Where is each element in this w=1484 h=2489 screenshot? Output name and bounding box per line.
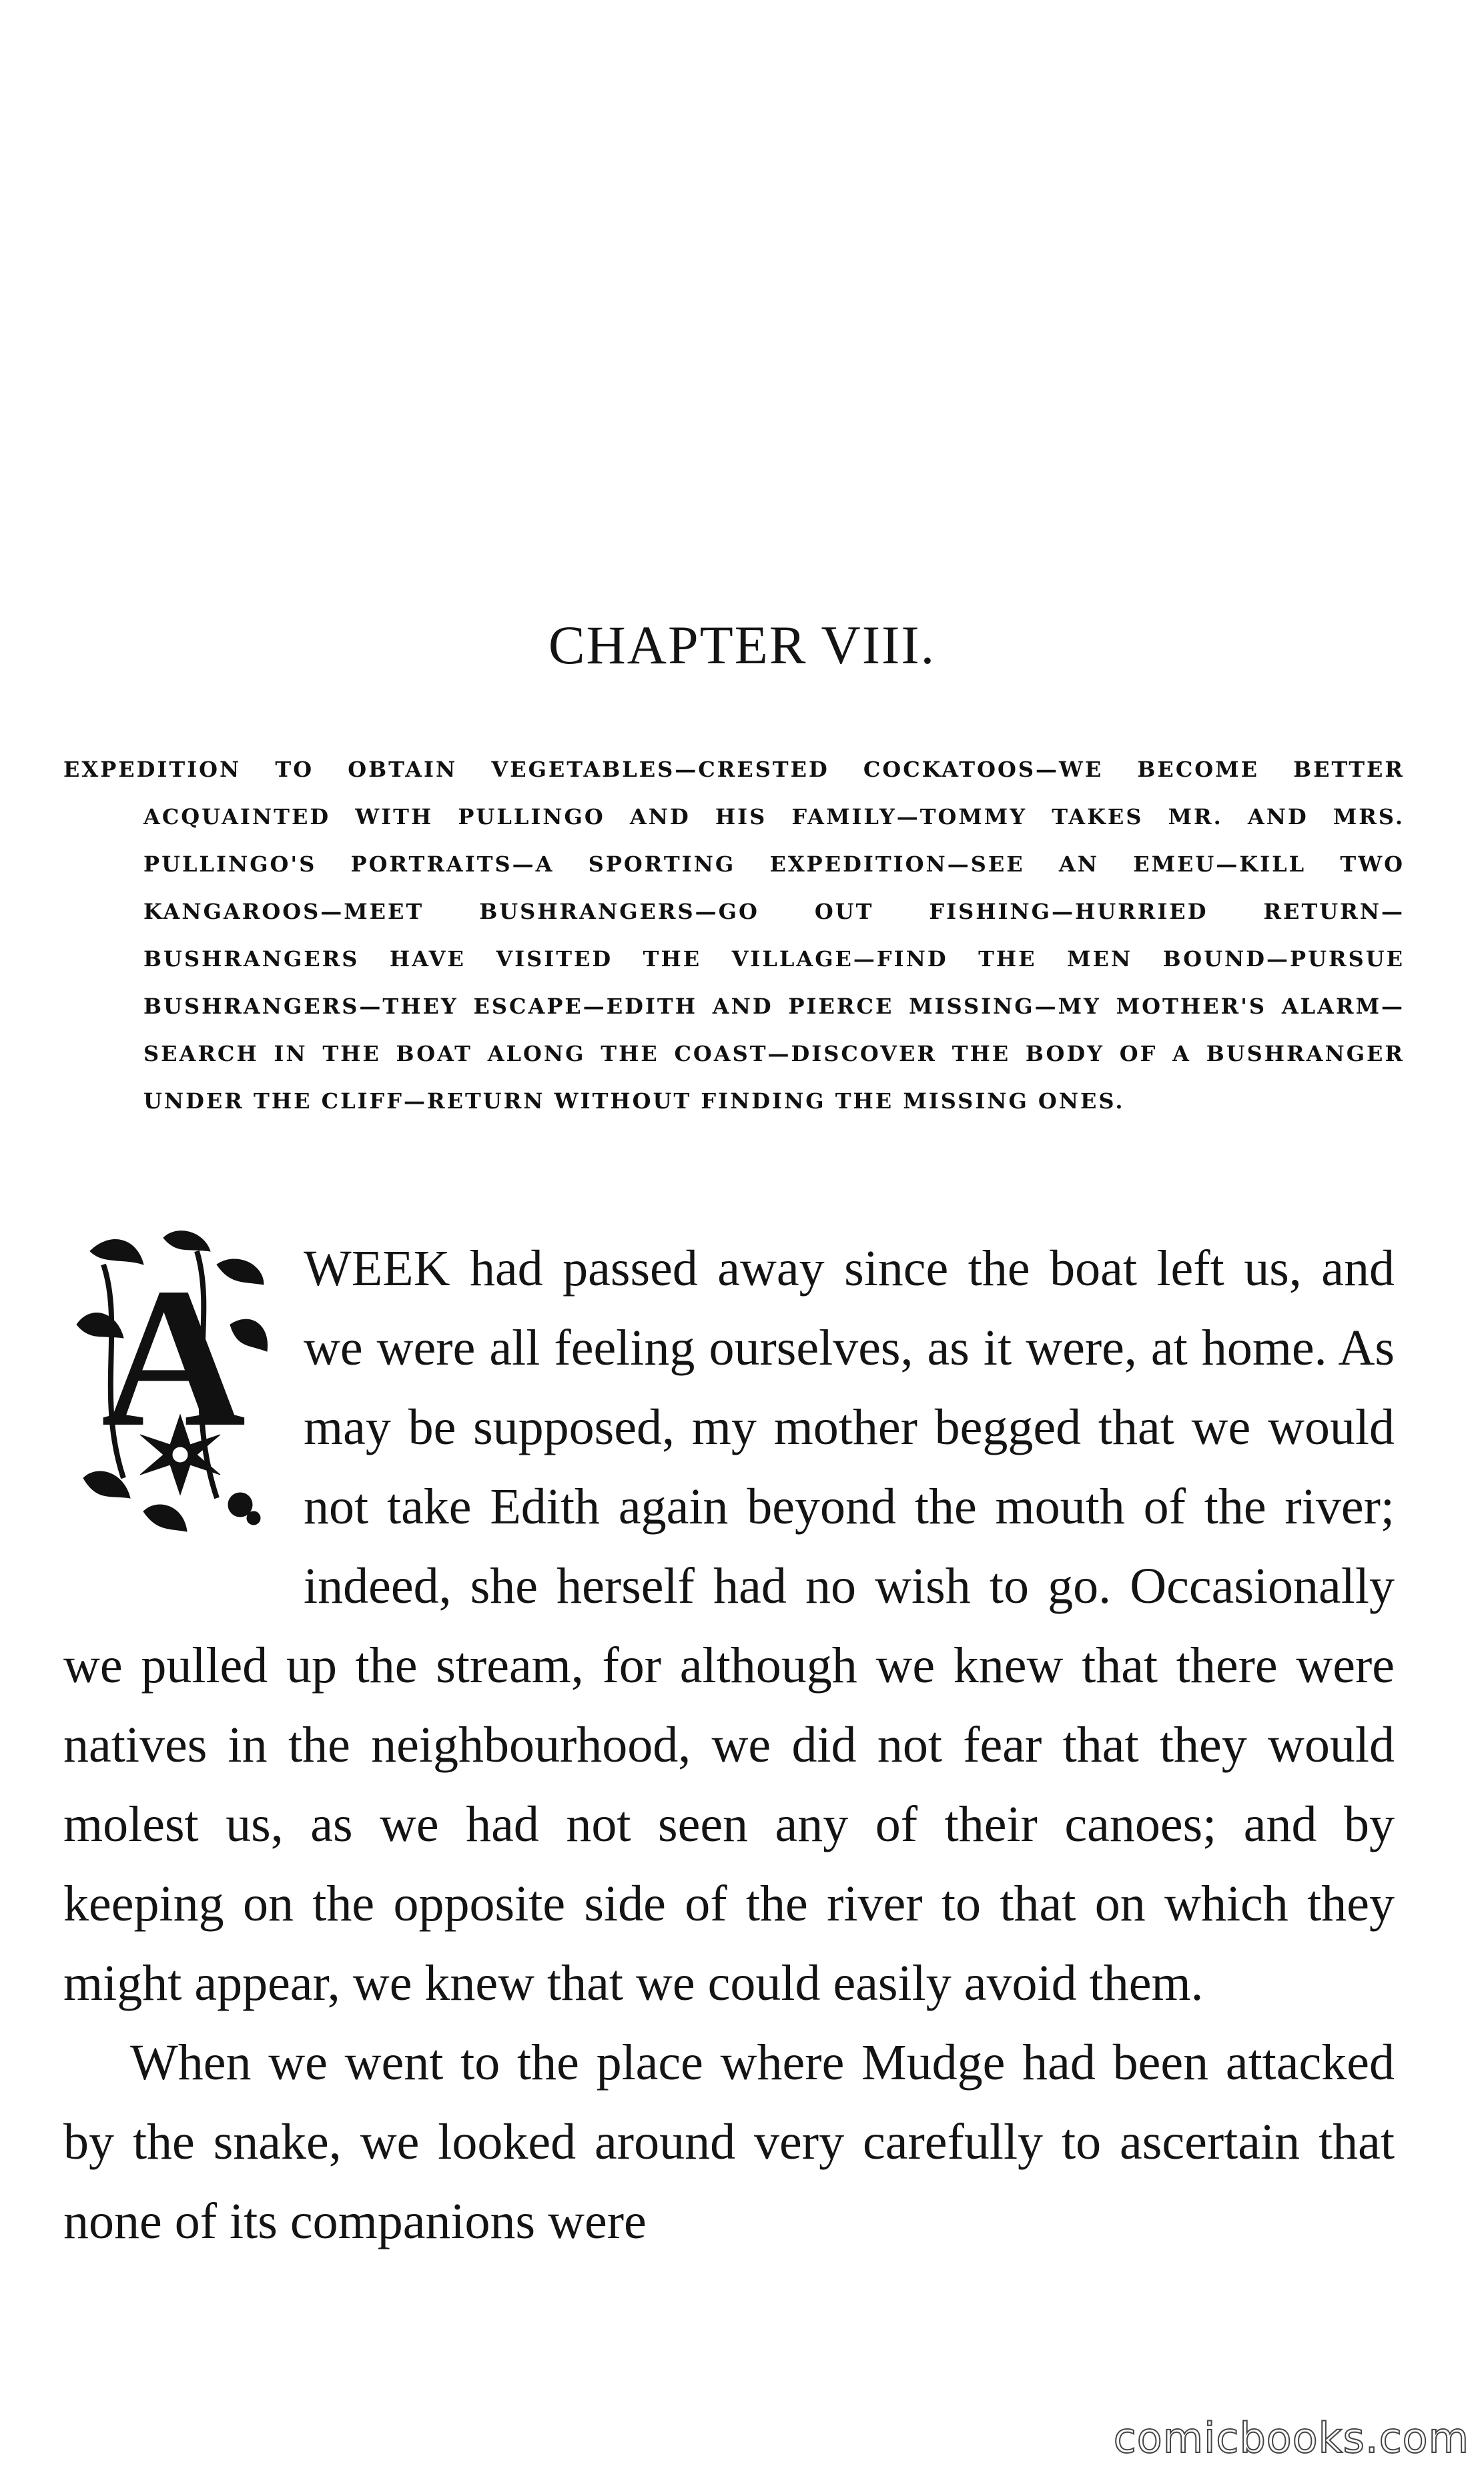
drop-cap-letter: A (101, 1247, 246, 1468)
chapter-summary (63, 746, 1405, 1125)
chapter-title: CHAPTER VIII. (548, 615, 936, 675)
summary-first-line: EXPEDITION TO OBTAIN VEGETABLES—CRESTED COCKATOOS—WE BECOME BETTER (63, 757, 1405, 782)
summary-continuation: ACQUAINTED WITH PULLINGO AND HIS FAMILY—TOMMY TAKES MR. AND MRS. PULLINGO'S PORTRAITS—A SPORTING EXPEDITION—SEE AN EMEU—KILL TWO KANGAROOS—MEET BUSHRANGERS—GO OUT FISHING—HURRIED RETURN—BUSHRANGERS HAVE VISITED THE VILLAGE—FIND THE MEN BOUND—PURSUE BUSHRANGERS—THEY ESCAPE—EDITH AND PIERCE MISSING—MY MOTHER'S ALARM—SEARCH IN THE BOAT ALONG THE COAST—DISCOVER THE BODY OF A BUSHRANGER UNDER THE CLIFF—RETURN WITHOUT FINDING THE MISSING ONES. (143, 804, 1405, 1114)
drop-cap-spacer (63, 1229, 304, 1626)
watermark: comicbooks.com (1113, 2414, 1469, 2462)
paragraph: When we went to the place where Mudge had been attacked by the snake, we looked around very carefully to ascertain that none of its companions were (63, 2035, 1395, 2249)
body-text (63, 1229, 1395, 2261)
paragraph: WEEK had passed away since the boat left us, and we were all feeling ourselves, as it were, at home. As may be supposed, my mother begged that we would not take Edith again beyond the mouth of the river; indeed, she herself had no wish to go. Occasionally we pulled up the stream, for although we knew that there were natives in the neighbourhood, we did not fear that they would molest us, as we had not seen any of their canoes; and by keeping on the opposite side of the river to that on which they might appear, we knew that we could easily avoid them. (63, 1240, 1395, 2011)
